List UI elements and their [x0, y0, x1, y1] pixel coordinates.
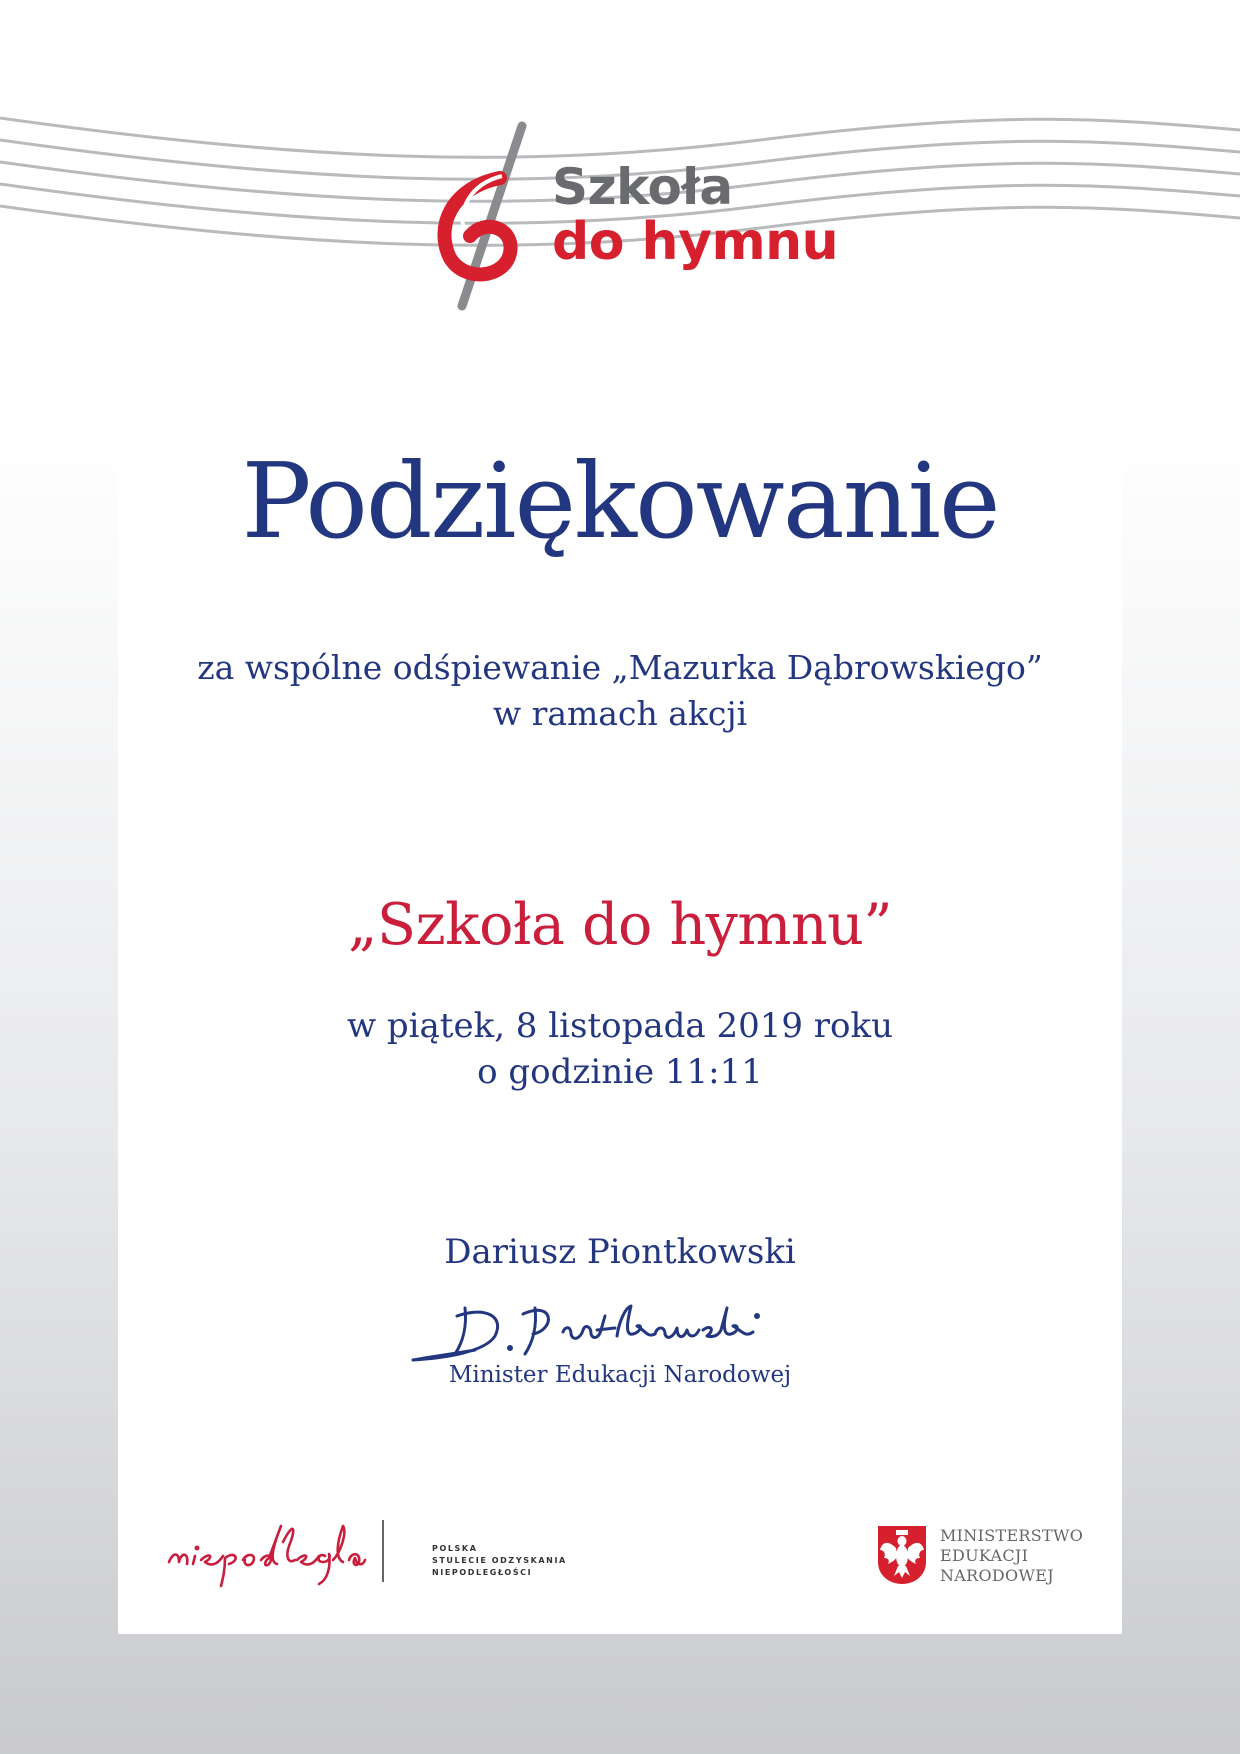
lead-text-line-1: za wspólne odśpiewanie „Mazurka Dąbrowskiego” [197, 648, 1043, 687]
campaign-name: „Szkoła do hymnu” [348, 892, 892, 958]
ministry-name [940, 1526, 1083, 1586]
ministry-name-line-1: MINISTERSTWO [940, 1526, 1084, 1545]
white-eagle-emblem-icon [876, 1524, 928, 1586]
campaign-logo [430, 118, 839, 318]
treble-clef-ribbon-icon [430, 118, 540, 318]
certificate-title: Podziękowanie [241, 440, 999, 562]
date-line: w piątek, 8 listopada 2019 roku [346, 1006, 894, 1046]
ministry-name-line-3: NARODOWEJ [940, 1566, 1054, 1585]
time-line: o godzinie 11:11 [477, 1052, 763, 1092]
niepodlegla-caption-line-1: POLSKA [432, 1544, 478, 1553]
signer-name: Dariusz Piontkowski [444, 1232, 796, 1272]
logo-text-do-hymnu: do hymnu [552, 212, 839, 272]
niepodlegla-caption-line-3: NIEPODLEGŁOŚCI [432, 1568, 533, 1577]
niepodlegla-caption [432, 1543, 567, 1579]
signer-role: Minister Edukacji Narodowej [448, 1362, 792, 1388]
handwritten-signature [405, 1286, 825, 1366]
ministry-name-line-2: EDUKACJI [940, 1546, 1029, 1565]
lead-text-line-2: w ramach akcji [492, 694, 748, 733]
niepodlegla-caption-line-2: STULECIE ODZYSKANIA [432, 1556, 567, 1565]
logo-text-szkola: Szkoła [552, 158, 733, 216]
